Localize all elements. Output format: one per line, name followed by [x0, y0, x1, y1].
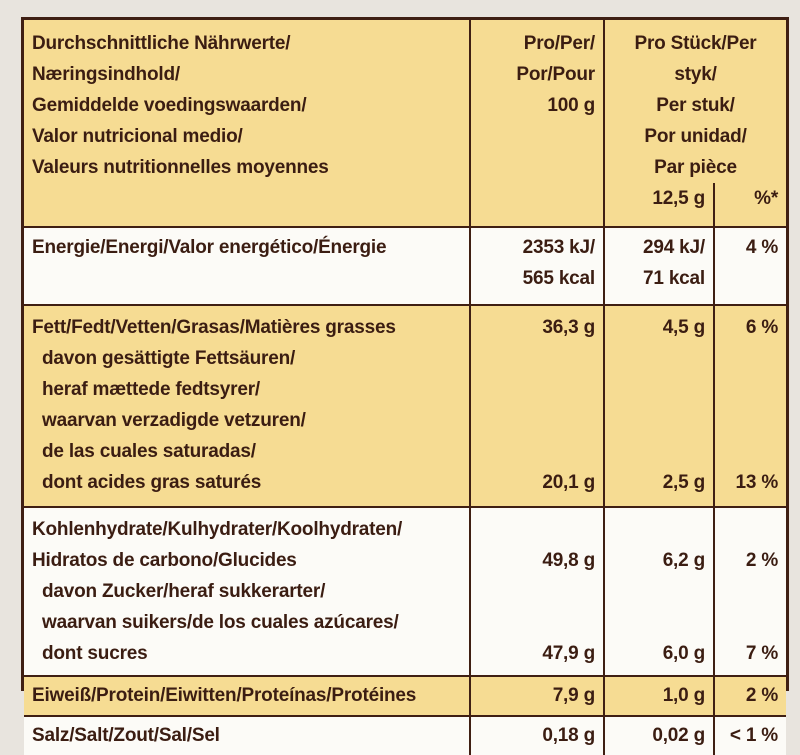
nutrition-table — [24, 20, 786, 755]
carbs-perpiece: 6,2 g — [604, 507, 714, 576]
header-per100-cell — [470, 20, 604, 227]
energy-percent: 4 % — [714, 227, 786, 305]
energy-kcal-piece: 71 kcal — [643, 268, 705, 289]
sugar-label — [24, 576, 470, 676]
protein-per100: 7,9 g — [470, 676, 604, 716]
carbs-label — [24, 507, 470, 576]
saturated-label-line: davon gesättigte Fettsäuren/ — [42, 348, 296, 369]
header-per100-line: Pro/Per/ — [523, 33, 595, 54]
fat-perpiece: 4,5 g — [604, 305, 714, 343]
header-row — [24, 20, 786, 183]
sugar-perpiece: 6,0 g — [604, 576, 714, 676]
header-perpiece-line: Per stuk/ — [656, 95, 735, 116]
saturated-perpiece: 2,5 g — [604, 343, 714, 507]
carbs-label-line: Hidratos de carbono/Glucides — [32, 550, 297, 571]
saturated-label-line: dont acides gras saturés — [42, 472, 262, 493]
energy-kj-100: 2353 kJ/ — [522, 237, 595, 258]
salt-percent: < 1 % — [714, 716, 786, 755]
header-per100-line: 100 g — [547, 95, 595, 116]
header-perpiece-line: Pro Stück/Per styk/ — [634, 33, 757, 85]
carbs-per100: 49,8 g — [470, 507, 604, 576]
sugar-label-line: waarvan suikers/de los cuales azúcares/ — [42, 612, 399, 633]
salt-perpiece: 0,02 g — [604, 716, 714, 755]
energy-perpiece — [604, 227, 714, 305]
sugar-label-line: dont sucres — [42, 643, 148, 664]
protein-perpiece: 1,0 g — [604, 676, 714, 716]
salt-per100: 0,18 g — [470, 716, 604, 755]
protein-percent: 2 % — [714, 676, 786, 716]
percent-label: %* — [714, 183, 786, 227]
sugar-row — [24, 576, 786, 676]
salt-row — [24, 716, 786, 755]
saturated-label-line: waarvan verzadigde vetzuren/ — [42, 410, 306, 431]
piece-weight: 12,5 g — [604, 183, 714, 227]
saturated-percent: 13 % — [714, 343, 786, 507]
protein-row — [24, 676, 786, 716]
header-label-line: Durchschnittliche Nährwerte/ — [32, 33, 291, 54]
header-label-line: Næringsindhold/ — [32, 64, 180, 85]
saturated-label — [24, 343, 470, 507]
header-perpiece-line: Par pièce — [654, 157, 737, 178]
header-label-line: Gemiddelde voedingswaarden/ — [32, 95, 307, 116]
energy-kcal-100: 565 kcal — [522, 268, 595, 289]
header-label-cell — [24, 20, 470, 227]
fat-per100: 36,3 g — [470, 305, 604, 343]
header-per100-line: Por/Pour — [516, 64, 595, 85]
saturated-label-line: de las cuales saturadas/ — [42, 441, 256, 462]
energy-kj-piece: 294 kJ/ — [643, 237, 705, 258]
salt-label: Salz/Salt/Zout/Sal/Sel — [24, 716, 470, 755]
saturated-per100: 20,1 g — [470, 343, 604, 507]
header-label-line: Valeurs nutritionnelles moyennes — [32, 157, 329, 178]
fat-row — [24, 305, 786, 343]
fat-label: Fett/Fedt/Vetten/Grasas/Matières grasses — [24, 305, 470, 343]
energy-label: Energie/Energi/Valor energético/Énergie — [24, 227, 470, 305]
sugar-per100: 47,9 g — [470, 576, 604, 676]
header-perpiece-line: Por unidad/ — [644, 126, 747, 147]
header-perpiece-cell — [604, 20, 786, 183]
sugar-percent: 7 % — [714, 576, 786, 676]
energy-row — [24, 227, 786, 305]
protein-label: Eiweiß/Protein/Eiwitten/Proteínas/Protéines — [24, 676, 470, 716]
carbs-label-line: Kohlenhydrate/Kulhydrater/Koolhydraten/ — [32, 519, 403, 540]
energy-per100 — [470, 227, 604, 305]
saturated-label-line: heraf mættede fedtsyrer/ — [42, 379, 260, 400]
sugar-label-line: davon Zucker/heraf sukkerarter/ — [42, 581, 326, 602]
fat-percent: 6 % — [714, 305, 786, 343]
carbs-row — [24, 507, 786, 576]
carbs-percent: 2 % — [714, 507, 786, 576]
header-label-line: Valor nutricional medio/ — [32, 126, 243, 147]
saturated-row — [24, 343, 786, 507]
nutrition-table-frame — [21, 17, 789, 746]
